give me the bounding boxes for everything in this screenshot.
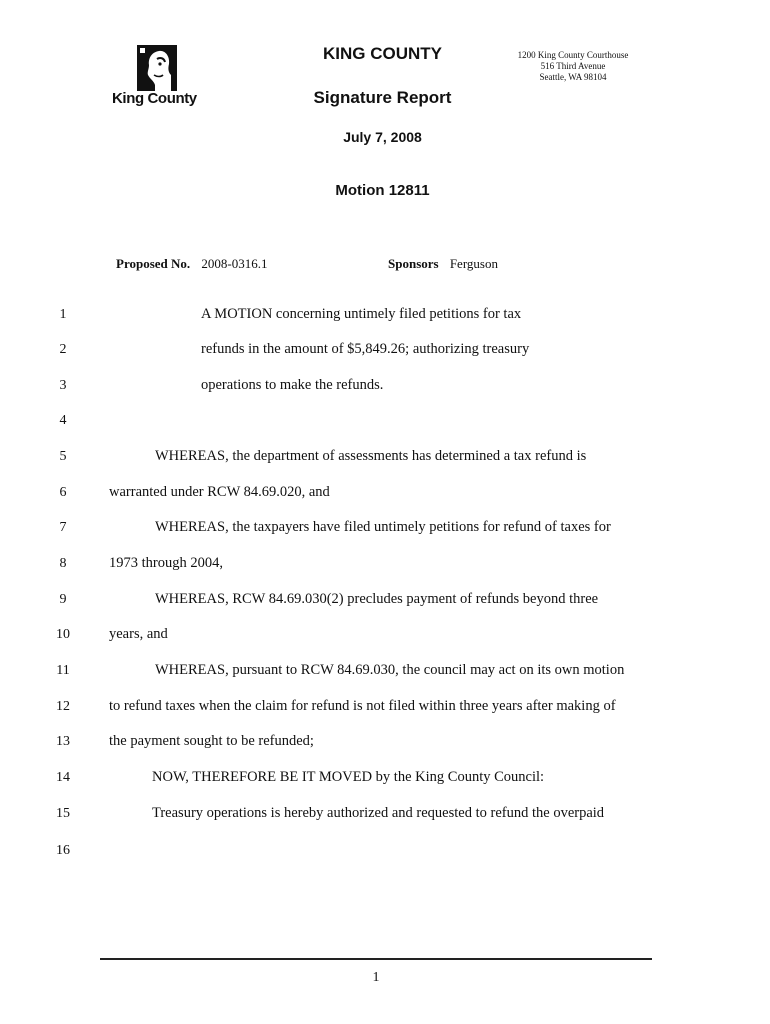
line-number: 10 (56, 627, 70, 642)
body-line: WHEREAS, pursuant to RCW 84.69.030, the council may act on its own motion (155, 662, 625, 678)
sponsors-label: Sponsors (388, 256, 439, 271)
body-line: WHEREAS, RCW 84.69.030(2) precludes payment of refunds beyond three (155, 591, 599, 607)
body-line: operations to make the refunds. (201, 377, 384, 393)
address-line: 516 Third Avenue (540, 61, 606, 71)
line-number: 11 (56, 663, 70, 678)
sponsors-value: Ferguson (449, 256, 498, 271)
body-line: to refund taxes when the claim for refund is not filed within three years after making of (109, 698, 616, 714)
line-number: 12 (56, 699, 70, 714)
report-title: Signature Report (313, 88, 452, 107)
logo-text: King County (112, 90, 197, 107)
line-number: 16 (56, 843, 70, 858)
body-line: WHEREAS, the department of assessments has determined a tax refund is (155, 448, 587, 464)
sponsors (388, 256, 498, 272)
line-number: 5 (59, 449, 67, 464)
king-county-logo-icon (137, 45, 177, 91)
body-line: warranted under RCW 84.69.020, and (109, 484, 330, 500)
line-number: 14 (56, 770, 70, 785)
document-title: KING COUNTY (323, 44, 442, 63)
line-number: 1 (59, 307, 67, 322)
line-number: 15 (56, 806, 70, 821)
address-line: 1200 King County Courthouse (517, 50, 629, 60)
body-line: A MOTION concerning untimely filed petitions for tax (201, 306, 522, 322)
body-line: Treasury operations is hereby authorized and requested to refund the overpaid (152, 805, 605, 821)
line-number: 6 (59, 485, 67, 500)
line-number: 9 (59, 592, 67, 607)
line-number: 2 (59, 342, 67, 357)
line-number: 4 (59, 413, 67, 428)
page-number: 1 (372, 970, 380, 985)
body-line: the payment sought to be refunded; (109, 733, 314, 749)
body-line: years, and (109, 626, 168, 642)
report-date: July 7, 2008 (343, 129, 422, 145)
footer-rule (100, 958, 652, 960)
address-block (507, 50, 639, 83)
address-line: Seattle, WA 98104 (539, 72, 607, 82)
line-number: 13 (56, 734, 70, 749)
motion-number: Motion 12811 (335, 182, 430, 199)
line-number: 3 (59, 378, 67, 393)
body-line: refunds in the amount of $5,849.26; authorizing treasury (201, 341, 530, 357)
body-line: NOW, THEREFORE BE IT MOVED by the King County Council: (152, 769, 545, 785)
proposed-value: 2008-0316.1 (201, 256, 268, 271)
line-number: 7 (59, 520, 67, 535)
proposed-no (116, 256, 268, 272)
proposed-label: Proposed No. (116, 256, 191, 271)
body-line: 1973 through 2004, (109, 555, 223, 571)
line-number: 8 (59, 556, 67, 571)
body-line: WHEREAS, the taxpayers have filed untimely petitions for refund of taxes for (155, 519, 611, 535)
